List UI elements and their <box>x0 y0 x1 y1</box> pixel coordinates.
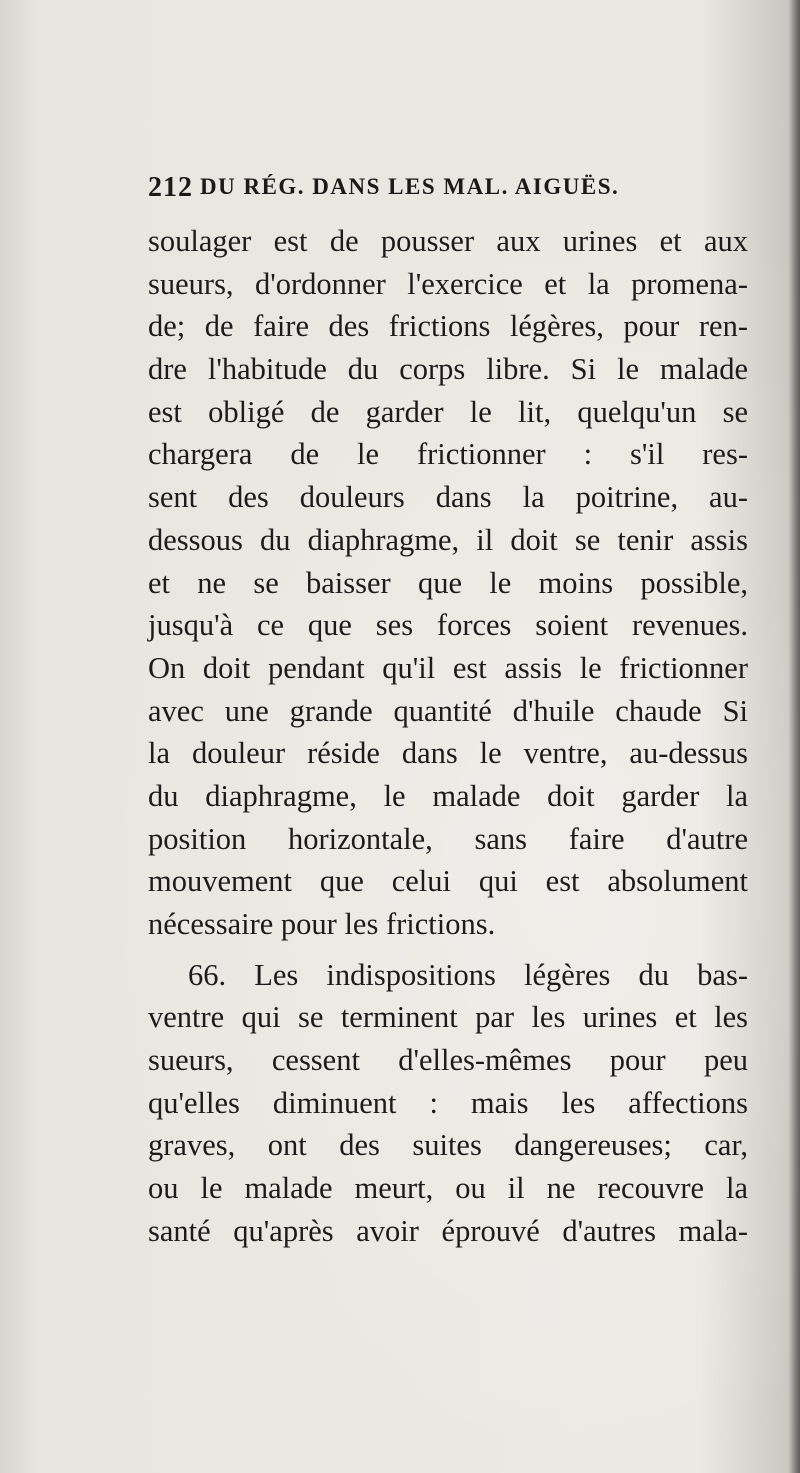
text-line: 66. Les indispositions légères du bas- <box>188 957 748 992</box>
text-line: chargera de le frictionner : s'il res- <box>148 437 748 472</box>
text-line: avec une grande quantité d'huile chaude Si <box>148 693 748 728</box>
page-number: 212 <box>148 172 193 203</box>
paragraph-1 <box>148 220 748 946</box>
paragraph-gap <box>148 946 748 954</box>
running-head: DU RÉG. DANS LES MAL. AIGUËS. <box>200 174 620 199</box>
text-line: graves, ont des suites dangereuses; car, <box>148 1128 748 1163</box>
text-line: position horizontale, sans faire d'autre <box>148 821 748 856</box>
text-line: santé qu'après avoir éprouvé d'autres mala- <box>148 1213 748 1248</box>
text-line: soulager est de pousser aux urines et aux <box>148 224 748 258</box>
body-text <box>148 220 748 1253</box>
paragraph-2 <box>148 954 748 1253</box>
text-line: et ne se baisser que le moins possible, <box>148 565 748 600</box>
text-line: ou le malade meurt, ou il ne recouvre la <box>148 1171 748 1206</box>
text-line: du diaphragme, le malade doit garder la <box>148 778 748 813</box>
text-line: dessous du diaphragme, il doit se tenir assis <box>148 522 748 557</box>
scan-edge-shadow <box>788 0 800 1473</box>
text-line: dre l'habitude du corps libre. Si le malade <box>148 352 748 387</box>
text-line: sueurs, d'ordonner l'exercice et la promena- <box>148 266 748 301</box>
text-line: est obligé de garder le lit, quelqu'un se <box>148 394 748 429</box>
text-line: de; de faire des frictions légères, pour ren- <box>148 309 748 344</box>
text-line: la douleur réside dans le ventre, au-dessus <box>148 736 748 771</box>
text-line: On doit pendant qu'il est assis le frictionner <box>148 650 748 685</box>
text-line: qu'elles diminuent : mais les affections <box>148 1085 748 1120</box>
text-line: nécessaire pour les frictions. <box>148 907 496 941</box>
text-line: jusqu'à ce que ses forces soient revenues. <box>148 608 748 643</box>
text-line: sent des douleurs dans la poitrine, au- <box>148 480 748 515</box>
page-header <box>148 172 748 206</box>
text-line: sueurs, cessent d'elles-mêmes pour peu <box>148 1043 748 1078</box>
text-line: mouvement que celui qui est absolument <box>148 864 748 899</box>
text-line: ventre qui se terminent par les urines et les <box>148 1000 748 1035</box>
